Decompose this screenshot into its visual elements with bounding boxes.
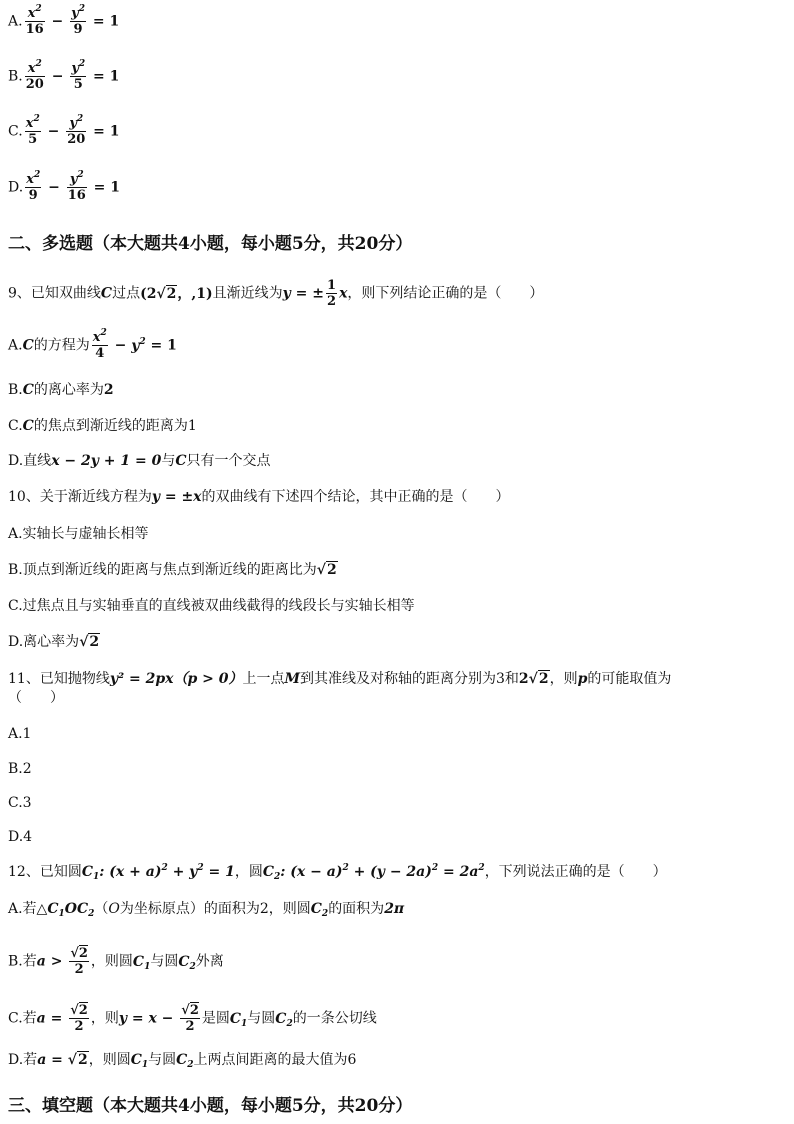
fraction: $\frac{y^2}{16}$: [67, 170, 86, 203]
fraction: $\frac{x^2}{5}$: [25, 114, 40, 147]
fraction: $\frac{√2}{2}$: [181, 1003, 199, 1034]
option-prev-a: A. $\frac{x^2}{16}$ − $\frac{y^2}{9}$ = 1: [8, 4, 120, 37]
fraction: $\frac{y^2}{20}$: [67, 114, 86, 147]
question-11-option-a: A.1: [8, 726, 32, 742]
fraction: $\frac{y^2}{5}$: [71, 59, 86, 92]
question-9-stem: 9、已知双曲线C过点(2√2，,1)且渐近线为y = ± $\frac{1}{2}$ x，则下列结论正确的是（ ）: [8, 278, 544, 309]
question-10-option-a: A.实轴长与虚轴长相等: [8, 526, 149, 542]
fraction: $\frac{x^2}{20}$: [25, 59, 44, 92]
question-12-option-b: B.若a > $\frac{√2}{2}$ ，则圆$C_1$与圆$C_2$外离: [8, 946, 224, 977]
fraction: $\frac{√2}{2}$: [70, 1003, 88, 1034]
section-heading: 二、多选题（本大题共4小题，每小题5分，共20分）: [8, 234, 413, 254]
fraction: $\frac{y^2}{9}$: [71, 4, 85, 37]
question-11-option-b: B.2: [8, 761, 32, 777]
fraction: $\frac{1}{2}$: [327, 278, 337, 309]
option-prev-b: B. $\frac{x^2}{20}$ − $\frac{y^2}{5}$ = 1: [8, 59, 120, 92]
question-9-option-b: B.C的离心率为2: [8, 382, 114, 398]
question-12-stem: 12、已知圆$C_1$: $(x + a)^2 + y^2 = 1$，圆$C_2$: $(x - a)^2 + (y - 2a)^2 = 2a^2$，下列说法正确的是（ ）: [8, 863, 667, 882]
fraction: $\frac{x^2}{16}$: [25, 4, 44, 37]
question-12-option-a: A.若$\triangle C_1OC_2(O$为坐标原点）的面积为2，则圆$C_2$的面积为2π: [8, 901, 405, 919]
option-prev-c: C. $\frac{x^2}{5}$ − $\frac{y^2}{20}$ = 1: [8, 114, 120, 147]
question-10-option-c: C.过焦点且与实轴垂直的直线被双曲线截得的线段长与实轴长相等: [8, 598, 415, 614]
question-9-option-d: D.直线x − 2y + 1 = 0与C只有一个交点: [8, 453, 271, 469]
question-9-option-a: A.C的方程为 $\frac{x^2}{4}$ − $y^2 = 1$: [8, 328, 177, 361]
question-11-option-d: D.4: [8, 829, 33, 845]
question-10-option-d: D.离心率为√2: [8, 634, 100, 650]
question-10-stem: 10、关于渐近线方程为y = ±x的双曲线有下述四个结论，其中正确的是（ ）: [8, 489, 510, 505]
question-11-option-c: C.3: [8, 795, 32, 811]
question-9-option-c: C.C的焦点到渐近线的距离为1: [8, 418, 197, 434]
question-10-option-b: B.顶点到渐近线的距离与焦点到渐近线的距离比为√2: [8, 562, 337, 578]
question-12-option-d: D.若a = √2，则圆$C_1$与圆$C_2$上两点间距离的最大值为6: [8, 1052, 357, 1070]
question-11-stem: 11、已知抛物线y² = 2px（p > 0）上一点M到其准线及对称轴的距离分别为3和2√2，则p的可能取值为: [8, 671, 672, 687]
fraction: $\frac{x^2}{4}$: [92, 328, 107, 361]
question-12-option-c: C.若a = $\frac{√2}{2}$ ，则y = x − $\frac{√2}{2}$ 是圆$C_1$与圆$C_2$的一条公切线: [8, 1003, 377, 1034]
question-11-paren: （ ）: [8, 690, 64, 706]
option-prev-d: D. $\frac{x^2}{9}$ − $\frac{y^2}{16}$ = 1: [8, 170, 121, 203]
fraction: $\frac{√2}{2}$: [70, 946, 88, 977]
section-heading: 三、填空题（本大题共4小题，每小题5分，共20分）: [8, 1096, 413, 1116]
fraction: $\frac{x^2}{9}$: [26, 170, 41, 203]
